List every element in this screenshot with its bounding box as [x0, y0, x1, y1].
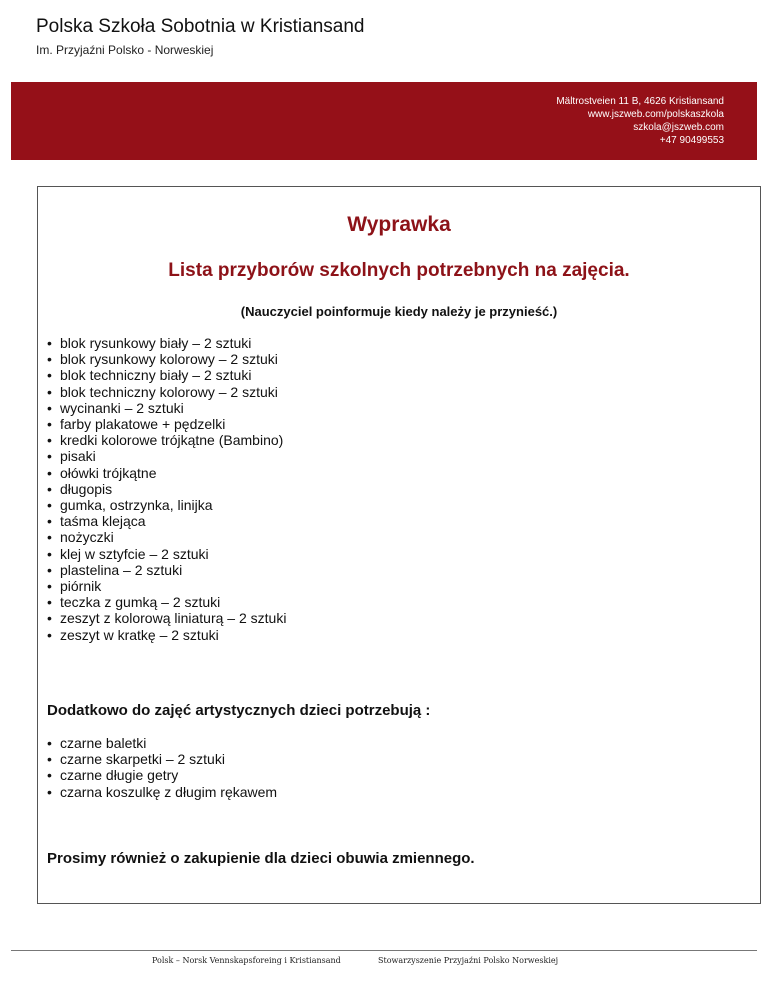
list-item: • piórnik	[47, 578, 286, 594]
page-subtitle: Lista przyborów szkolnych potrzebnych na zajęcia.	[168, 260, 630, 281]
list-item: • zeszyt z kolorową liniaturą – 2 sztuki	[47, 610, 286, 626]
footer-right-text: Stowarzyszenie Przyjaźni Polsko Norweskiej	[378, 956, 559, 965]
list-item: • blok rysunkowy biały – 2 sztuki	[47, 335, 286, 351]
contact-phone: +47 90499553	[659, 135, 724, 146]
page-title: Wyprawka	[347, 213, 451, 236]
list-item: • blok techniczny biały – 2 sztuki	[47, 367, 286, 383]
list-item: • czarne długie getry	[47, 767, 277, 783]
list-item: • klej w sztyfcie – 2 sztuki	[47, 546, 286, 562]
school-name: Polska Szkoła Sobotnia w Kristiansand	[36, 16, 365, 37]
list-item: • czarne skarpetki – 2 sztuki	[47, 751, 277, 767]
school-subtitle: Im. Przyjaźni Polsko - Norweskiej	[36, 43, 214, 57]
footwear-note: Prosimy również o zakupienie dla dzieci obuwia zmiennego.	[47, 850, 475, 867]
list-item: • pisaki	[47, 448, 286, 464]
list-item: • wycinanki – 2 sztuki	[47, 400, 286, 416]
list-item: • długopis	[47, 481, 286, 497]
list-item: • blok techniczny kolorowy – 2 sztuki	[47, 384, 286, 400]
list-item: • nożyczki	[47, 529, 286, 545]
contact-website[interactable]: www.jszweb.com/polskaszkola	[587, 109, 724, 120]
footer-divider	[11, 950, 757, 951]
list-item: • zeszyt w kratkę – 2 sztuki	[47, 627, 286, 643]
list-item: • taśma klejąca	[47, 513, 286, 529]
list-item: • kredki kolorowe trójkątne (Bambino)	[47, 432, 286, 448]
footer-left-text: Polsk – Norsk Vennskapsforeing i Kristiansand	[152, 956, 341, 965]
list-item: • teczka z gumką – 2 sztuki	[47, 594, 286, 610]
header-banner	[11, 82, 757, 160]
art-supplies-list	[47, 735, 277, 800]
content-box	[37, 186, 761, 904]
art-section-heading: Dodatkowo do zajęć artystycznych dzieci potrzebują :	[47, 702, 431, 719]
list-item: • plastelina – 2 sztuki	[47, 562, 286, 578]
list-item: • blok rysunkowy kolorowy – 2 sztuki	[47, 351, 286, 367]
list-item: • czarna koszulkę z długim rękawem	[47, 784, 277, 800]
list-item: • farby plakatowe + pędzelki	[47, 416, 286, 432]
contact-address: Mältrostveien 11 B, 4626 Kristiansand	[556, 96, 724, 107]
teacher-note: (Nauczyciel poinformuje kiedy należy je przynieść.)	[240, 304, 558, 319]
contact-block	[556, 95, 724, 147]
list-item: • gumka, ostrzynka, linijka	[47, 497, 286, 513]
supplies-list	[47, 335, 286, 643]
list-item: • czarne baletki	[47, 735, 277, 751]
contact-email[interactable]: szkola@jszweb.com	[633, 122, 724, 133]
list-item: • ołówki trójkątne	[47, 465, 286, 481]
